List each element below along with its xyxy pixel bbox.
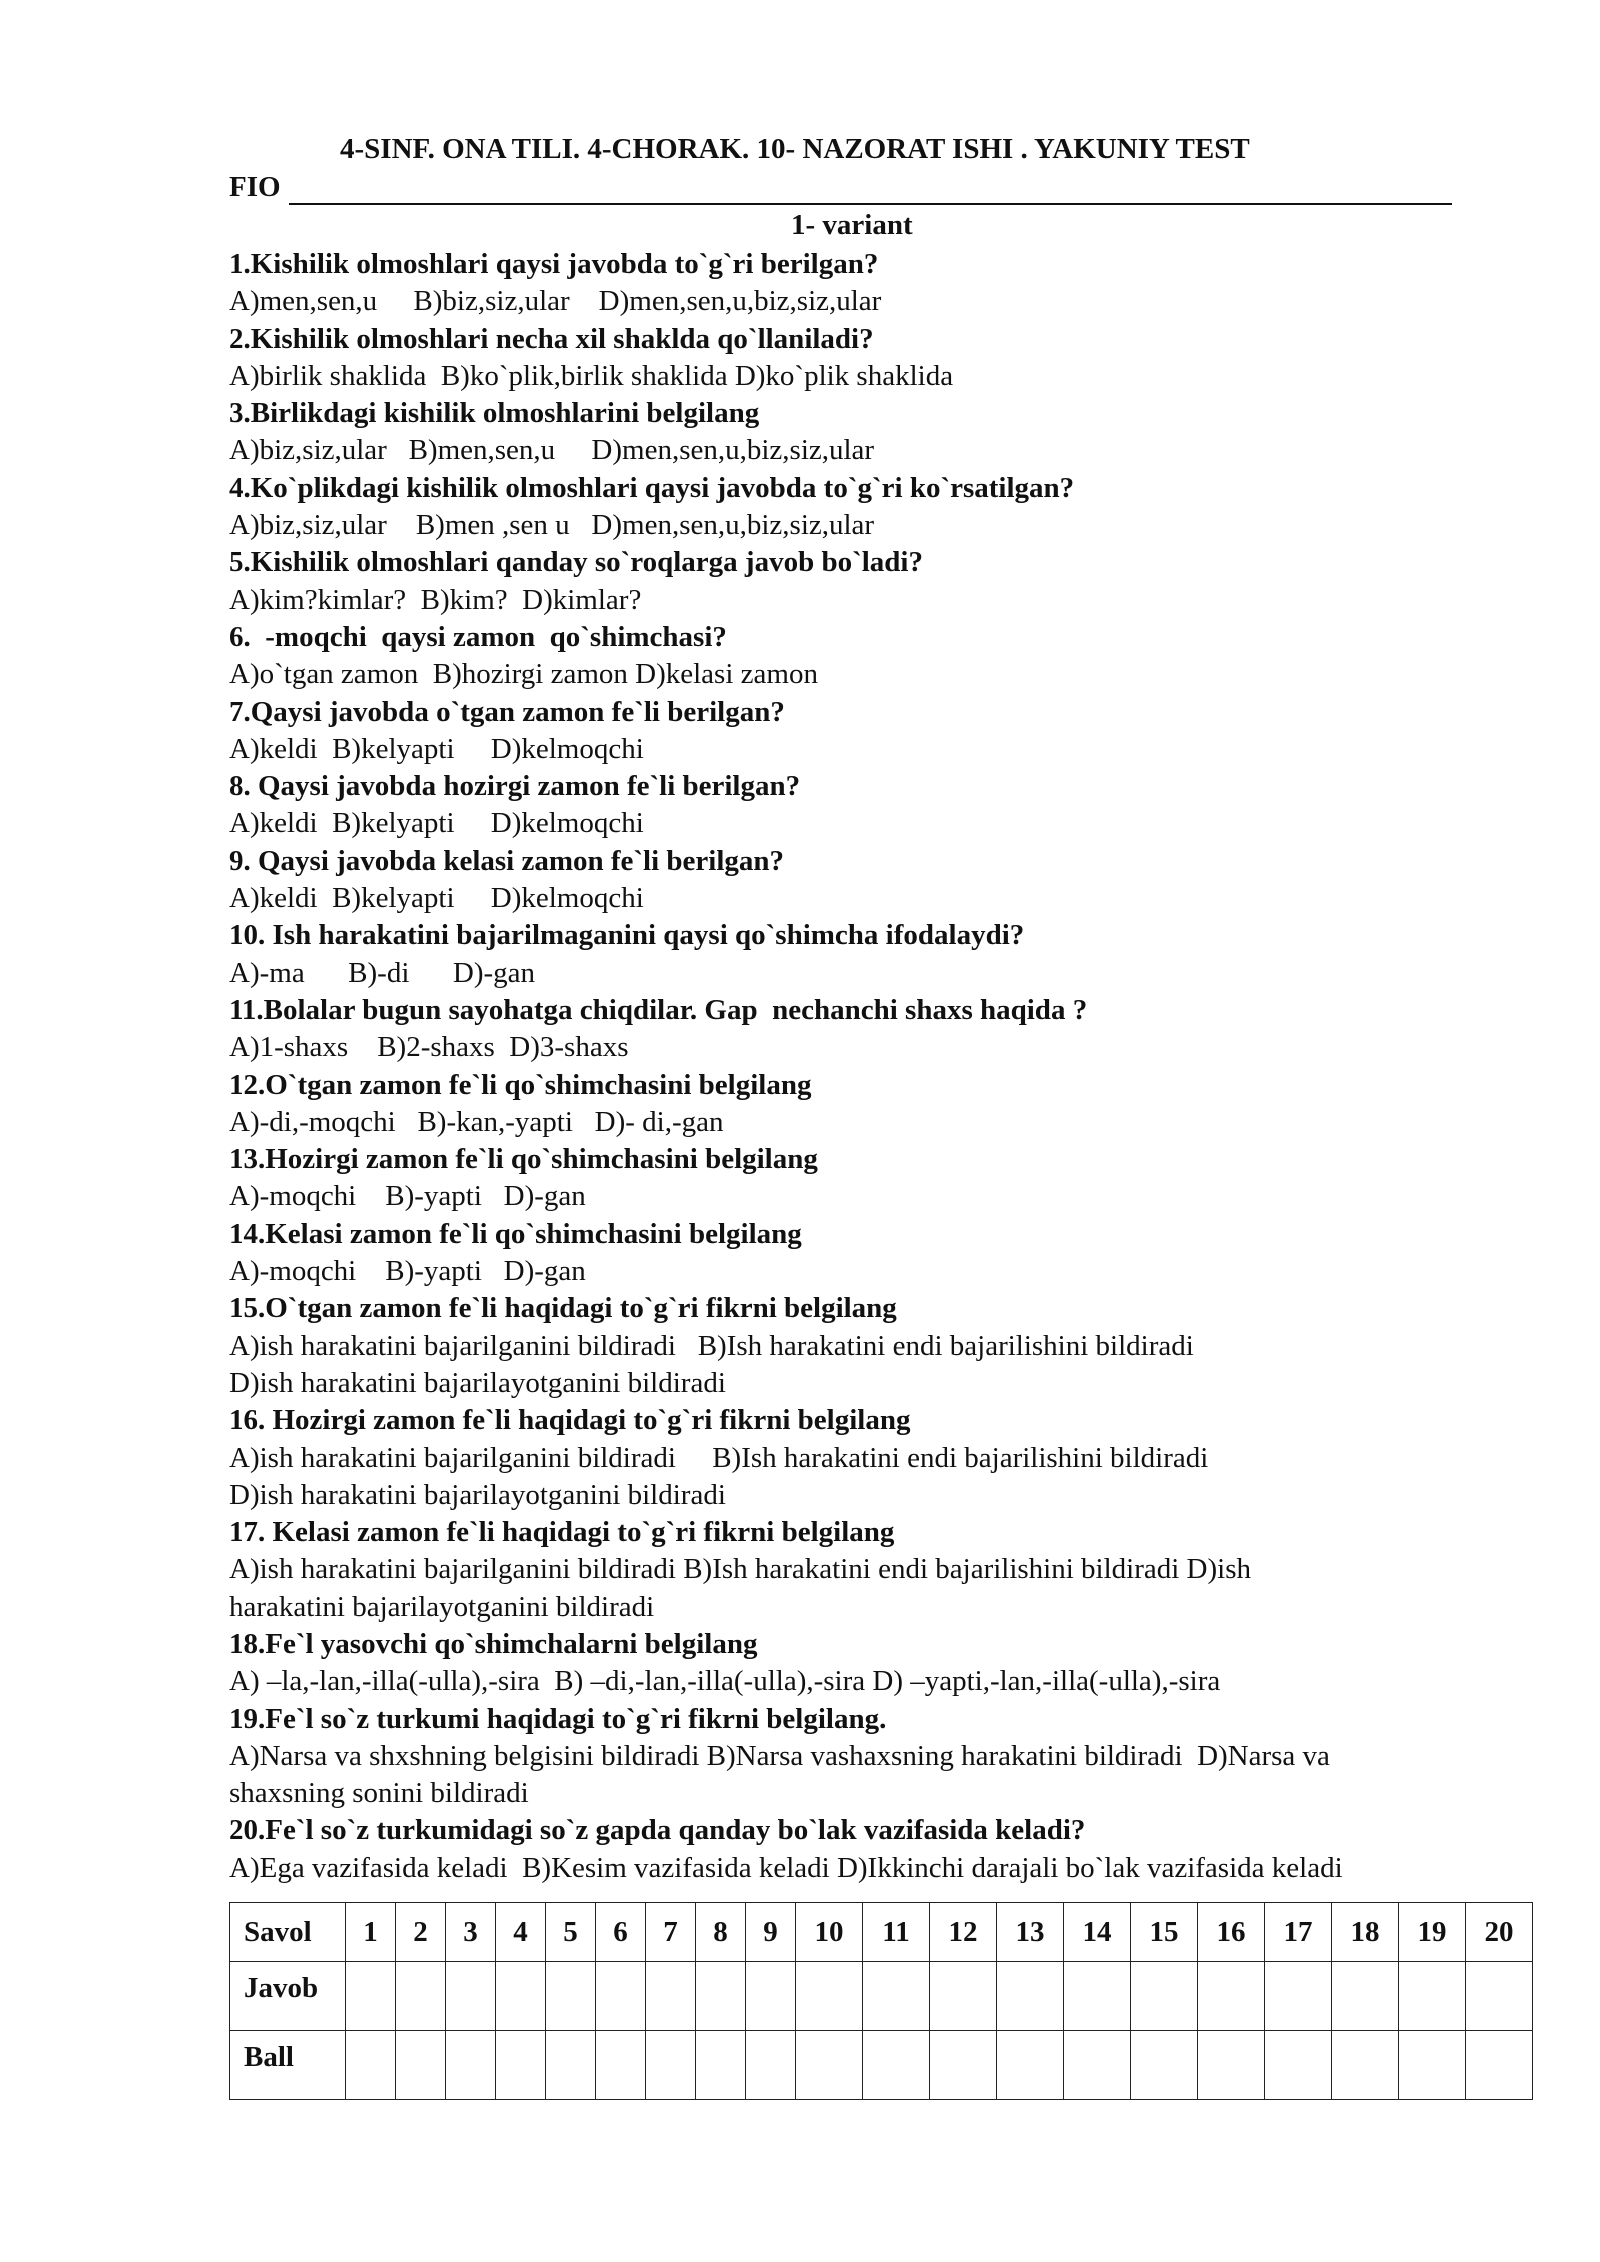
question-number-cell: 5	[546, 1903, 596, 1962]
answer-options: D)ish harakatini bajarilayotganini bildiradi	[229, 1478, 726, 1511]
answer-cell[interactable]	[1064, 1962, 1131, 2031]
question-number-cell: 4	[496, 1903, 546, 1962]
answer-options: A)1-shaxs B)2-shaxs D)3-shaxs	[229, 1031, 629, 1064]
answer-cell[interactable]	[346, 1962, 396, 2031]
question-number-cell: 2	[396, 1903, 446, 1962]
question-number-cell: 6	[596, 1903, 646, 1962]
question-text: 10. Ish harakatini bajarilmaganini qaysi qo`shimcha ifodalaydi?	[229, 919, 1025, 952]
answer-cell[interactable]	[1198, 1962, 1265, 2031]
answer-cell[interactable]	[446, 1962, 496, 2031]
question-text: 3.Birlikdagi kishilik olmoshlarini belgilang	[229, 397, 760, 430]
score-cell[interactable]	[1399, 2031, 1466, 2100]
question-number-cell: 19	[1399, 1903, 1466, 1962]
answer-options: harakatini bajarilayotganini bildiradi	[229, 1590, 655, 1623]
answer-options: A)kim?kimlar? B)kim? D)kimlar?	[229, 583, 642, 616]
question-number-cell: 8	[696, 1903, 746, 1962]
answer-options: A)ish harakatini bajarilganini bildiradi B)Ish harakatini endi bajarilishini bildiradi	[229, 1441, 1209, 1474]
question-number-cell: 15	[1131, 1903, 1198, 1962]
question-number-cell: 1	[346, 1903, 396, 1962]
answer-options: D)ish harakatini bajarilayotganini bildiradi	[229, 1366, 726, 1399]
score-cell[interactable]	[1064, 2031, 1131, 2100]
answer-cell[interactable]	[596, 1962, 646, 2031]
answer-cell[interactable]	[496, 1962, 546, 2031]
variant-label: 1- variant	[791, 209, 913, 241]
question-number-cell: 12	[930, 1903, 997, 1962]
question-text: 14.Kelasi zamon fe`li qo`shimchasini belgilang	[229, 1217, 802, 1250]
score-cell[interactable]	[696, 2031, 746, 2100]
table-row-javob	[230, 1962, 1533, 2031]
answer-options: A)-di,-moqchi B)-kan,-yapti D)- di,-gan	[229, 1105, 724, 1138]
answer-cell[interactable]	[696, 1962, 746, 2031]
answer-cell[interactable]	[997, 1962, 1064, 2031]
score-cell[interactable]	[930, 2031, 997, 2100]
answer-options: A)-moqchi B)-yapti D)-gan	[229, 1255, 586, 1288]
score-cell[interactable]	[1265, 2031, 1332, 2100]
question-number-cell: 10	[796, 1903, 863, 1962]
question-number-cell: 16	[1198, 1903, 1265, 1962]
score-cell[interactable]	[396, 2031, 446, 2100]
score-cell[interactable]	[997, 2031, 1064, 2100]
question-text: 17. Kelasi zamon fe`li haqidagi to`g`ri fikrni belgilang	[229, 1516, 895, 1549]
answer-options: A)birlik shaklida B)ko`plik,birlik shaklida D)ko`plik shaklida	[229, 359, 954, 392]
score-cell[interactable]	[746, 2031, 796, 2100]
question-text: 6. -moqchi qaysi zamon qo`shimchasi?	[229, 620, 727, 653]
answer-cell[interactable]	[796, 1962, 863, 2031]
question-text: 20.Fe`l so`z turkumidagi so`z gapda qanday bo`lak vazifasida keladi?	[229, 1814, 1086, 1847]
answer-cell[interactable]	[396, 1962, 446, 2031]
question-text: 18.Fe`l yasovchi qo`shimchalarni belgilang	[229, 1627, 758, 1660]
score-cell[interactable]	[546, 2031, 596, 2100]
answer-options: A)-ma B)-di D)-gan	[229, 956, 536, 989]
answer-cell[interactable]	[930, 1962, 997, 2031]
answer-options: shaxsning sonini bildiradi	[229, 1777, 529, 1810]
question-number-cell: 9	[746, 1903, 796, 1962]
answer-options: A)Narsa va shxshning belgisini bildiradi B)Narsa vashaxsning harakatini bildiradi D)Narsa va	[229, 1739, 1330, 1772]
answer-cell[interactable]	[863, 1962, 930, 2031]
table-row-savol	[230, 1903, 1533, 1962]
answer-options: A)biz,siz,ular B)men,sen,u D)men,sen,u,biz,siz,ular	[229, 434, 875, 467]
question-number-cell: 18	[1332, 1903, 1399, 1962]
answer-cell[interactable]	[1332, 1962, 1399, 2031]
question-text: 2.Kishilik olmoshlari necha xil shaklda qo`llaniladi?	[229, 322, 874, 355]
question-text: 12.O`tgan zamon fe`li qo`shimchasini belgilang	[229, 1068, 812, 1101]
answer-options: A)men,sen,u B)biz,siz,ular D)men,sen,u,biz,siz,ular	[229, 285, 882, 318]
question-number-cell: 17	[1265, 1903, 1332, 1962]
score-cell[interactable]	[1332, 2031, 1399, 2100]
question-text: 16. Hozirgi zamon fe`li haqidagi to`g`ri fikrni belgilang	[229, 1404, 911, 1437]
answer-cell[interactable]	[1131, 1962, 1198, 2031]
answer-cell[interactable]	[1399, 1962, 1466, 2031]
answer-options: A)ish harakatini bajarilganini bildiradi B)Ish harakatini endi bajarilishini bildiradi D)ish	[229, 1553, 1251, 1586]
score-cell[interactable]	[796, 2031, 863, 2100]
page-title: 4-SINF. ONA TILI. 4-CHORAK. 10- NAZORAT ISHI . YAKUNIY TEST	[340, 133, 1250, 165]
answer-options: A)keldi B)kelyapti D)kelmoqchi	[229, 882, 644, 915]
answer-options: A) –la,-lan,-illa(-ulla),-sira B) –di,-lan,-illa(-ulla),-sira D) –yapti,-lan,-illa(-ulla),-sira	[229, 1665, 1221, 1698]
question-number-cell: 7	[646, 1903, 696, 1962]
questions-list	[229, 246, 1529, 1887]
answer-cell[interactable]	[1466, 1962, 1533, 2031]
answer-options: A)ish harakatini bajarilganini bildiradi B)Ish harakatini endi bajarilishini bildiradi	[229, 1329, 1194, 1362]
question-text: 9. Qaysi javobda kelasi zamon fe`li berilgan?	[229, 844, 785, 877]
answer-options: A)o`tgan zamon B)hozirgi zamon D)kelasi zamon	[229, 658, 818, 691]
score-cell[interactable]	[496, 2031, 546, 2100]
row-label-javob: Javob	[230, 1962, 346, 2031]
answer-cell[interactable]	[1265, 1962, 1332, 2031]
answer-cell[interactable]	[546, 1962, 596, 2031]
answer-options: A)-moqchi B)-yapti D)-gan	[229, 1180, 586, 1213]
score-cell[interactable]	[596, 2031, 646, 2100]
question-text: 8. Qaysi javobda hozirgi zamon fe`li berilgan?	[229, 770, 801, 803]
question-number-cell: 20	[1466, 1903, 1533, 1962]
score-cell[interactable]	[446, 2031, 496, 2100]
answer-cell[interactable]	[646, 1962, 696, 2031]
score-cell[interactable]	[346, 2031, 396, 2100]
score-cell[interactable]	[1131, 2031, 1198, 2100]
question-number-cell: 14	[1064, 1903, 1131, 1962]
question-text: 4.Ko`plikdagi kishilik olmoshlari qaysi javobda to`g`ri ko`rsatilgan?	[229, 471, 1075, 504]
question-text: 13.Hozirgi zamon fe`li qo`shimchasini belgilang	[229, 1143, 818, 1176]
answer-cell[interactable]	[746, 1962, 796, 2031]
question-number-cell: 3	[446, 1903, 496, 1962]
answer-options: A)biz,siz,ular B)men ,sen u D)men,sen,u,biz,siz,ular	[229, 509, 875, 542]
question-text: 5.Kishilik olmoshlari qanday so`roqlarga javob bo`ladi?	[229, 546, 923, 579]
fio-name-line	[289, 203, 1452, 205]
score-cell[interactable]	[1198, 2031, 1265, 2100]
row-label-ball: Ball	[230, 2031, 346, 2100]
question-number-cell: 13	[997, 1903, 1064, 1962]
question-text: 15.O`tgan zamon fe`li haqidagi to`g`ri fikrni belgilang	[229, 1292, 897, 1325]
answer-options: A)keldi B)kelyapti D)kelmoqchi	[229, 732, 644, 765]
score-cell[interactable]	[646, 2031, 696, 2100]
answer-options: A)Ega vazifasida keladi B)Kesim vazifasida keladi D)Ikkinchi darajali bo`lak vazifasida keladi	[229, 1851, 1343, 1884]
question-text: 7.Qaysi javobda o`tgan zamon fe`li berilgan?	[229, 695, 785, 728]
question-text: 19.Fe`l so`z turkumi haqidagi to`g`ri fikrni belgilang.	[229, 1702, 887, 1735]
table-row-ball	[230, 2031, 1533, 2100]
score-cell[interactable]	[863, 2031, 930, 2100]
row-label-savol: Savol	[230, 1903, 346, 1962]
question-text: 11.Bolalar bugun sayohatga chiqdilar. Gap nechanchi shaxs haqida ?	[229, 993, 1088, 1026]
answer-table	[229, 1902, 1533, 2100]
fio-label: FIO	[229, 171, 281, 203]
answer-options: A)keldi B)kelyapti D)kelmoqchi	[229, 807, 644, 840]
score-cell[interactable]	[1466, 2031, 1533, 2100]
question-number-cell: 11	[863, 1903, 930, 1962]
question-text: 1.Kishilik olmoshlari qaysi javobda to`g`ri berilgan?	[229, 248, 879, 280]
